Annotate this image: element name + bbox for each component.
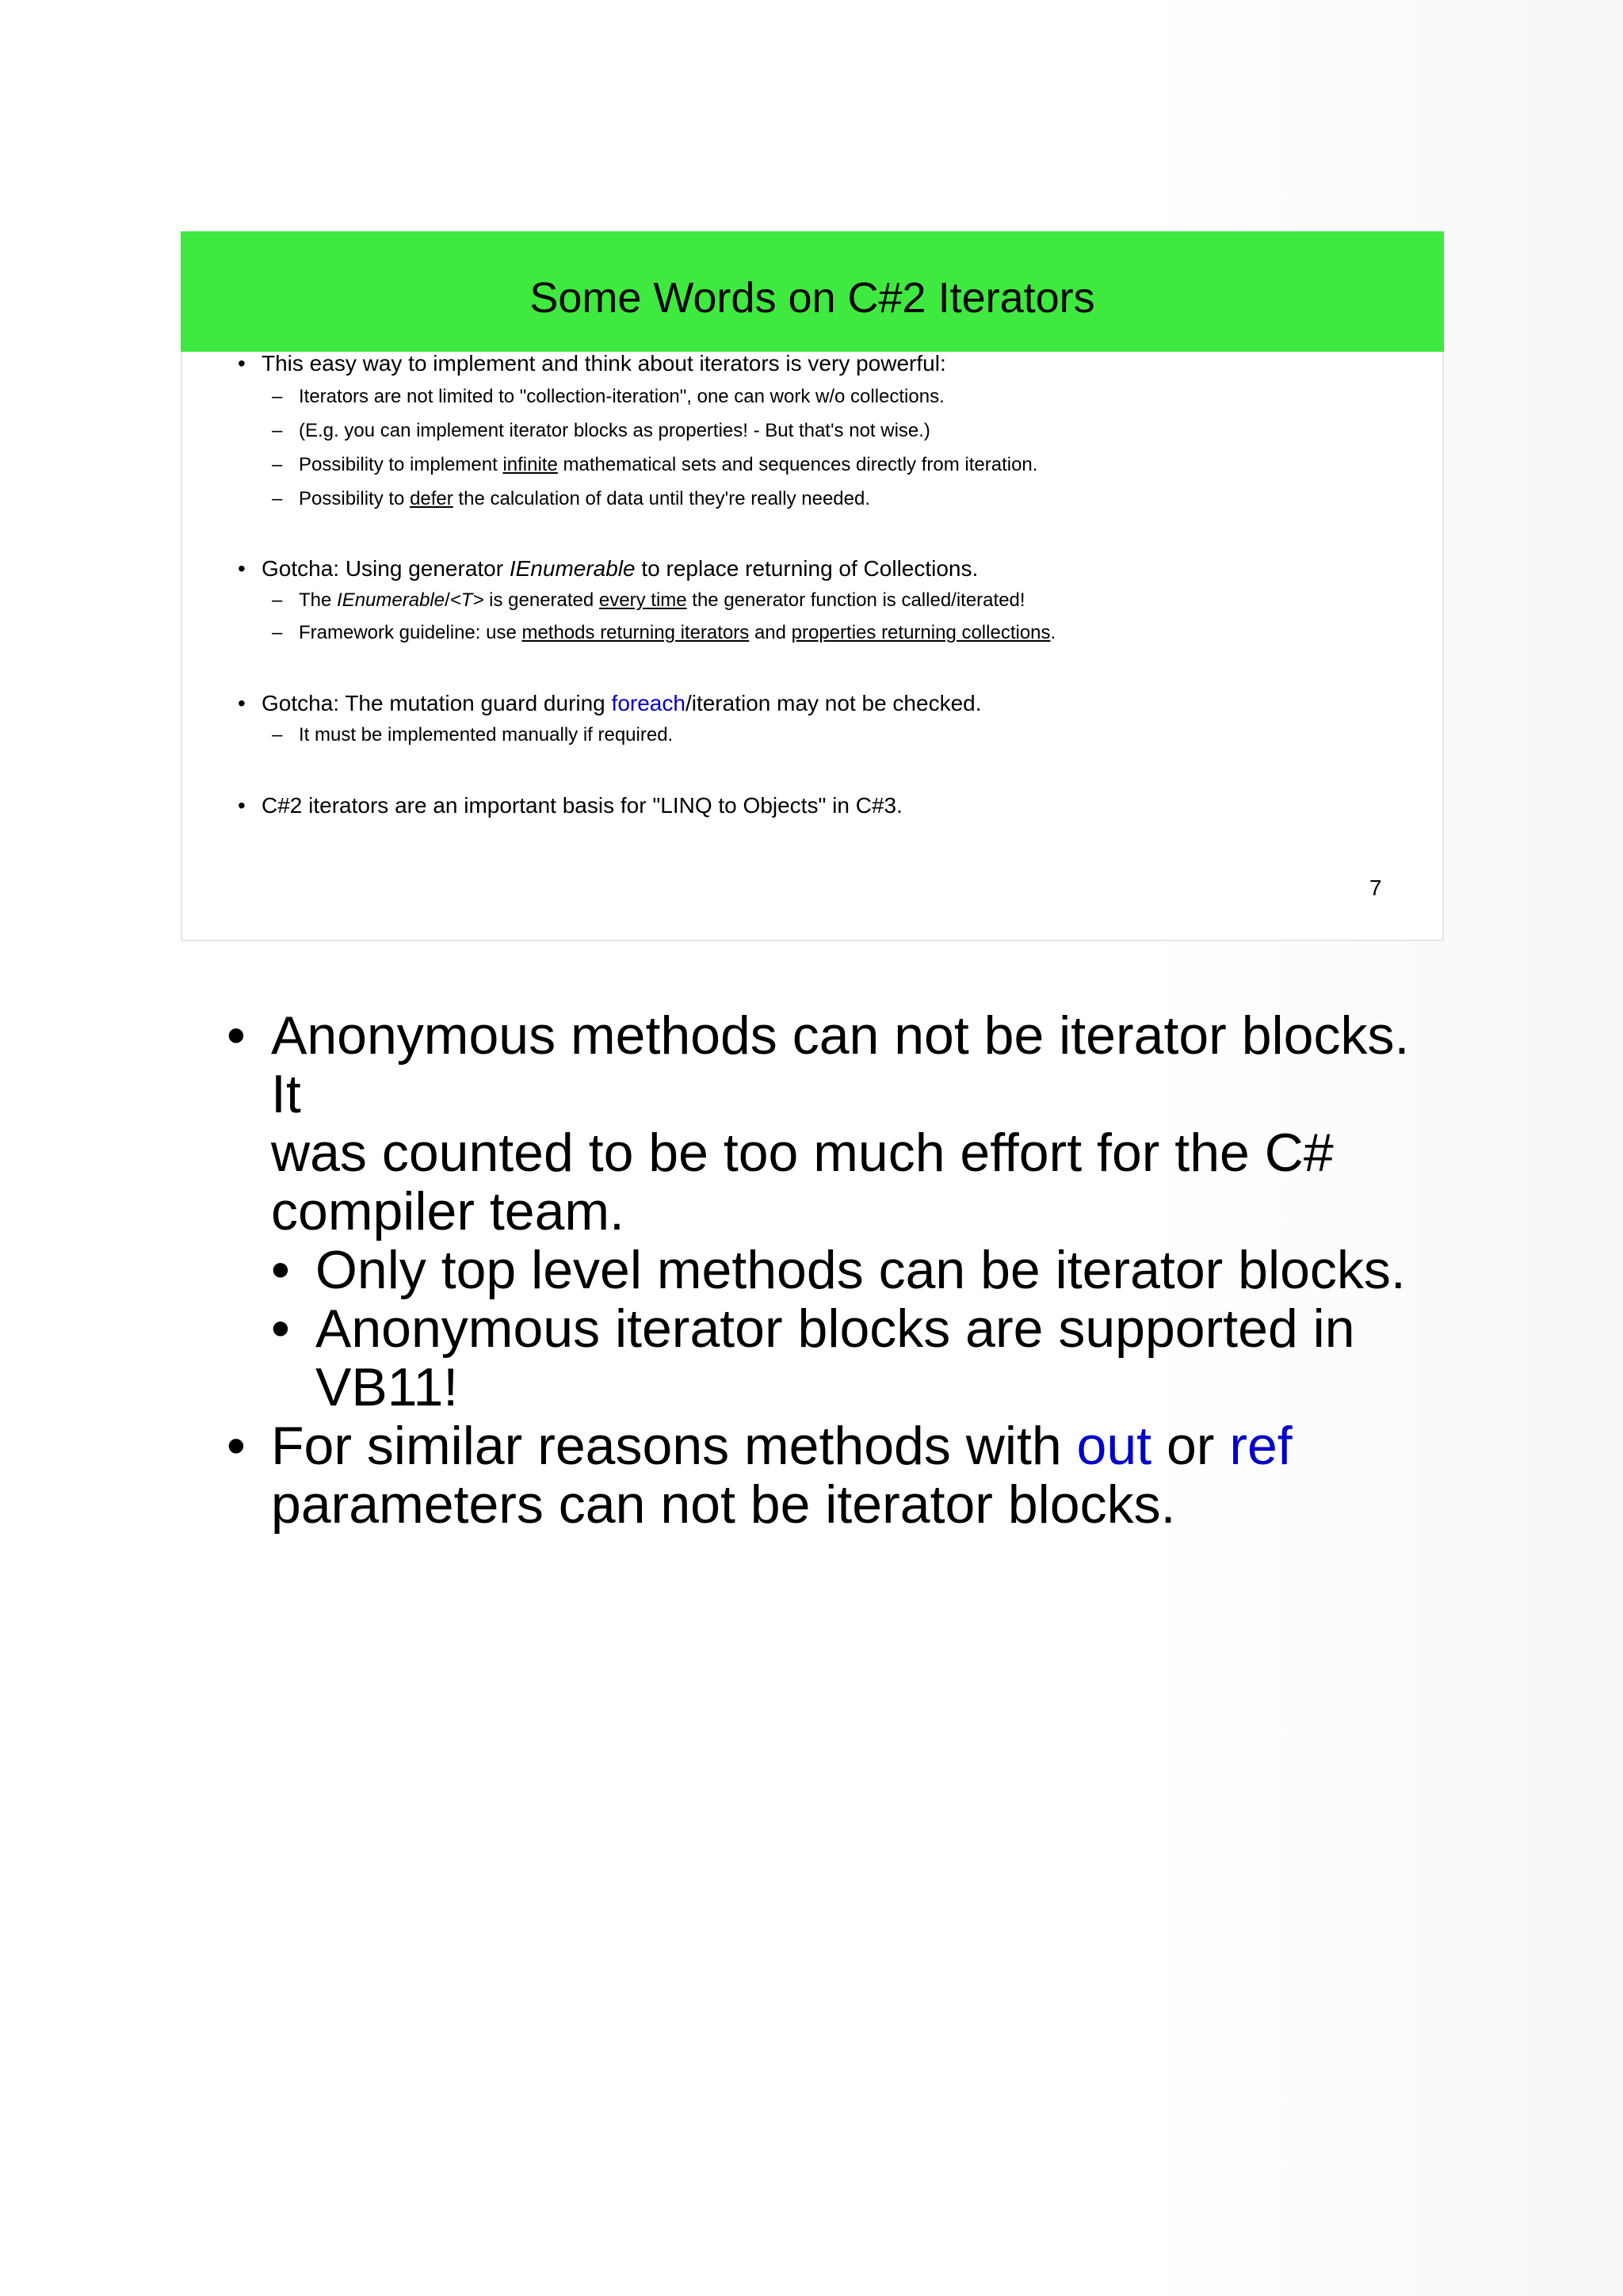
slide-bullet-3: • Gotcha: The mutation guard during foreach/iteration may not be checked. <box>238 691 982 715</box>
bullet-dot: • <box>271 1299 290 1359</box>
slide-bullet-4: • C#2 iterators are an important basis for "LINQ to Objects" in C#3. <box>238 793 903 818</box>
slide-sub-bullet: – Framework guideline: use methods returning iterators and properties returning collections. <box>272 622 1056 643</box>
slide-bullet-1: • This easy way to implement and think about iterators is very powerful: <box>238 351 946 376</box>
slide-title: Some Words on C#2 Iterators <box>529 274 1095 322</box>
bullet-dot: • <box>238 691 246 715</box>
notes-sub-bullet-1: • Only top level methods can be iterator blocks. <box>271 1240 1406 1300</box>
slide-sub-bullet: – (E.g. you can implement iterator blocks as properties! - But that's not wise.) <box>272 420 930 441</box>
notes-bullet-2: • For similar reasons methods with out or ref parameters can not be iterator blocks. <box>227 1416 1293 1535</box>
slide-body <box>182 233 1442 940</box>
bullet-dot: • <box>227 1416 246 1476</box>
slide-thumbnail <box>181 231 1444 941</box>
slide-bullet-2: • Gotcha: Using generator IEnumerable to replace returning of Collections. <box>238 556 979 581</box>
bullet-dot: • <box>238 556 246 581</box>
slide-sub-bullet: – Possibility to implement infinite mathematical sets and sequences directly from iteration. <box>272 454 1038 475</box>
slide-sub-bullet: – Possibility to defer the calculation of data until they're really needed. <box>272 488 871 509</box>
notes-sub-bullet-2: • Anonymous iterator blocks are supported in VB11! <box>271 1299 1355 1417</box>
bullet-dot: • <box>227 1005 246 1066</box>
speaker-notes <box>227 1006 1447 1534</box>
notes-bullet-1: • Anonymous methods can not be iterator blocks. It was counted to be too much effort for the C# compiler team. <box>227 1005 1410 1241</box>
bullet-dot: • <box>238 351 246 376</box>
slide-page-number: 7 <box>1369 875 1382 900</box>
bullet-dot: • <box>238 793 246 818</box>
bullet-dot: • <box>271 1240 290 1300</box>
slide-sub-bullet: – It must be implemented manually if required. <box>272 724 674 746</box>
slide-sub-bullet: – The IEnumerable/<T> is generated every time the generator function is called/iterated! <box>272 589 1025 611</box>
slide-sub-bullet: – Iterators are not limited to "collection-iteration", one can work w/o collections. <box>272 386 945 407</box>
